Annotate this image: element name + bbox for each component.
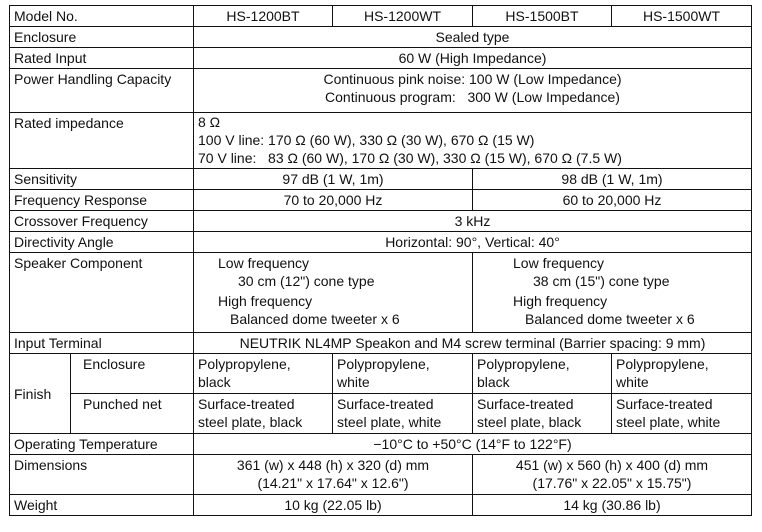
crossover-value: 3 kHz: [194, 211, 752, 232]
finish-enclosure-4-line-1: Polypropylene,: [616, 356, 709, 372]
finish-net-2: [333, 394, 473, 434]
finish-net-label: Punched net: [71, 394, 194, 434]
finish-net-3-line-2: steel plate, black: [477, 414, 582, 430]
rated-impedance-value: [194, 113, 752, 169]
finish-enclosure-1-line-2: black: [198, 374, 231, 390]
header-model-4: HS-1500WT: [612, 6, 752, 27]
row-enclosure: [10, 27, 752, 48]
input-terminal-value: NEUTRIK NL4MP Speakon and M4 screw terminal (Barrier spacing: 9 mm): [194, 333, 752, 354]
crossover-label: Crossover Frequency: [10, 211, 194, 232]
frequency-response-hs1200: 70 to 20,000 Hz: [194, 190, 473, 211]
hs1200-high-value: Balanced dome tweeter x 6: [230, 311, 400, 327]
finish-net-1-line-1: Surface-treated: [198, 396, 295, 412]
dimensions-hs1200-imperial: (14.21" x 17.64" x 12.6"): [257, 475, 409, 491]
dimensions-hs1500-imperial: (17.76" x 22.05" x 15.75"): [532, 475, 692, 491]
dimensions-hs1200: [194, 455, 473, 495]
rated-input-value: 60 W (High Impedance): [194, 48, 752, 69]
speaker-component-hs1200: [194, 253, 473, 333]
hs1500-high-value: Balanced dome tweeter x 6: [525, 311, 695, 327]
hs1500-low-value: 38 cm (15") cone type: [533, 273, 670, 289]
finish-net-4-line-2: steel plate, white: [616, 414, 721, 430]
frequency-response-hs1500: 60 to 20,000 Hz: [473, 190, 752, 211]
row-dimensions: [10, 455, 752, 495]
header-model-3: HS-1500BT: [473, 6, 612, 27]
row-finish-enclosure: [10, 354, 752, 394]
rated-input-label: Rated Input: [10, 48, 194, 69]
row-directivity: [10, 232, 752, 253]
dimensions-label: Dimensions: [10, 455, 194, 495]
rated-impedance-line-1: 8 Ω: [198, 114, 221, 130]
row-model: [10, 6, 752, 27]
directivity-label: Directivity Angle: [10, 232, 194, 253]
power-handling-label: Power Handling Capacity: [10, 69, 194, 113]
row-operating-temp: [10, 434, 752, 455]
row-finish-net: [10, 394, 752, 434]
finish-enclosure-2-line-2: white: [337, 374, 370, 390]
finish-enclosure-2: [333, 354, 473, 394]
finish-net-3: [473, 394, 612, 434]
sensitivity-hs1200: 97 dB (1 W, 1m): [194, 169, 473, 190]
finish-enclosure-4-line-2: white: [616, 374, 649, 390]
hs1200-low-value: 30 cm (12") cone type: [238, 273, 375, 289]
finish-net-4-line-1: Surface-treated: [616, 396, 713, 412]
hs1200-high-title: High frequency: [218, 293, 313, 309]
rated-impedance-line-3: 70 V line: 83 Ω (60 W), 170 Ω (30 W), 330 Ω (15 W), 670 Ω (7.5 W): [198, 150, 622, 166]
finish-net-2-line-2: steel plate, white: [337, 414, 442, 430]
dimensions-hs1200-metric: 361 (w) x 448 (h) x 320 (d) mm: [236, 457, 430, 473]
finish-net-4: [612, 394, 752, 434]
finish-enclosure-1: [194, 354, 333, 394]
row-rated-impedance: [10, 113, 752, 169]
hs1500-high-title: High frequency: [513, 293, 608, 309]
finish-enclosure-label: Enclosure: [71, 354, 194, 394]
row-speaker-component: [10, 253, 752, 333]
enclosure-label: Enclosure: [10, 27, 194, 48]
frequency-response-label: Frequency Response: [10, 190, 194, 211]
finish-net-1: [194, 394, 333, 434]
row-power-handling: [10, 69, 752, 113]
rated-impedance-line-2: 100 V line: 170 Ω (60 W), 330 Ω (30 W), 670 Ω (15 W): [198, 132, 535, 148]
weight-label: Weight: [10, 495, 194, 516]
finish-label: Finish: [10, 354, 71, 434]
weight-hs1500: 14 kg (30.86 lb): [473, 495, 752, 516]
sensitivity-label: Sensitivity: [10, 169, 194, 190]
row-weight: [10, 495, 752, 516]
hs1200-low-title: Low frequency: [218, 255, 310, 271]
finish-enclosure-3: [473, 354, 612, 394]
speaker-component-hs1500: [473, 253, 752, 333]
row-rated-input: [10, 48, 752, 69]
power-handling-line-1: Continuous pink noise: 100 W (Low Impedance): [323, 71, 622, 87]
speaker-component-label: Speaker Component: [10, 253, 194, 333]
rated-impedance-label: Rated impedance: [10, 113, 194, 169]
finish-enclosure-3-line-2: black: [477, 374, 510, 390]
header-model-1: HS-1200BT: [194, 6, 333, 27]
finish-enclosure-4: [612, 354, 752, 394]
finish-enclosure-1-line-1: Polypropylene,: [198, 356, 291, 372]
spec-table: [9, 5, 752, 516]
finish-enclosure-2-line-1: Polypropylene,: [337, 356, 430, 372]
row-crossover: [10, 211, 752, 232]
finish-net-3-line-1: Surface-treated: [477, 396, 574, 412]
header-model-2: HS-1200WT: [333, 6, 473, 27]
finish-enclosure-3-line-1: Polypropylene,: [477, 356, 570, 372]
power-handling-line-2: Continuous program: 300 W (Low Impedance): [325, 89, 620, 105]
operating-temp-value: −10°C to +50°C (14°F to 122°F): [194, 434, 752, 455]
power-handling-value: [194, 69, 752, 113]
finish-net-2-line-1: Surface-treated: [337, 396, 434, 412]
dimensions-hs1500: [473, 455, 752, 495]
hs1500-low-title: Low frequency: [513, 255, 605, 271]
row-input-terminal: [10, 333, 752, 354]
input-terminal-label: Input Terminal: [10, 333, 194, 354]
operating-temp-label: Operating Temperature: [10, 434, 194, 455]
enclosure-value: Sealed type: [194, 27, 752, 48]
finish-net-1-line-2: steel plate, black: [198, 414, 303, 430]
row-frequency-response: [10, 190, 752, 211]
row-sensitivity: [10, 169, 752, 190]
weight-hs1200: 10 kg (22.05 lb): [194, 495, 473, 516]
dimensions-hs1500-metric: 451 (w) x 560 (h) x 400 (d) mm: [515, 457, 709, 473]
directivity-value: Horizontal: 90°, Vertical: 40°: [194, 232, 752, 253]
header-model-label: Model No.: [10, 6, 194, 27]
sensitivity-hs1500: 98 dB (1 W, 1m): [473, 169, 752, 190]
